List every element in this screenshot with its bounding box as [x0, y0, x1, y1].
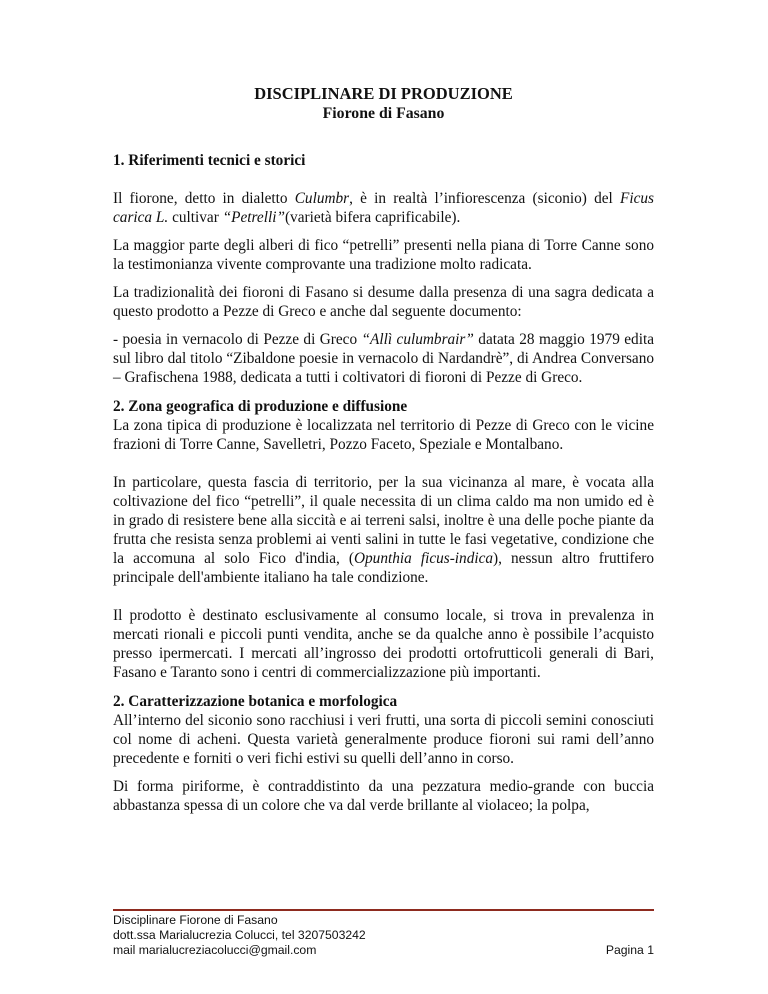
document-title: DISCIPLINARE DI PRODUZIONE	[254, 84, 513, 103]
paragraph: Il prodotto è destinato esclusivamente al consumo locale, si trova in prevalenza in mercati rionali e piccoli punti vendita, anche se da qualche anno è possibile l’acquisto presso ipermercati. I mercati all’ingrosso dei prodotti ortofrutticoli generali di Bari, Fasano e Taranto sono i centri di commercializzazione più importanti.	[113, 607, 654, 681]
paragraph: Il fiorone, detto in dialetto Culumbr, è in realtà l’infiorescenza (siconio) del Ficus carica L. cultivar “Petrelli”(varietà bifera caprificabile).	[113, 190, 654, 226]
paragraph: La tradizionalità dei fioroni di Fasano si desume dalla presenza di una sagra dedicata a questo prodotto a Pezze di Greco e anche dal seguente documento:	[113, 284, 654, 320]
paragraph: - poesia in vernacolo di Pezze di Greco “Allì culumbrair” datata 28 maggio 1979 edita sul libro dal titolo “Zibaldone poesie in vernacolo di Nardandrè”, di Andrea Conversano – Grafischena 1988, dedicata a tutti i coltivatori di fioroni di Pezze di Greco.	[113, 331, 654, 386]
footer-divider	[113, 909, 654, 911]
footer-line: mail marialucreziacolucci@gmail.com	[113, 943, 317, 957]
footer-line: Disciplinare Fiorone di Fasano	[113, 913, 278, 927]
paragraph: La maggior parte degli alberi di fico “petrelli” presenti nella piana di Torre Canne sono la testimonianza vivente comprovante una tradizione molto radicata.	[113, 237, 654, 273]
section-heading-3: 2. Caratterizzazione botanica e morfologica	[113, 693, 398, 710]
paragraph: All’interno del siconio sono racchiusi i veri frutti, una sorta di piccoli semini conosciuti col nome di acheni. Questa varietà generalmente produce fioroni sui rami dell’anno precedente e forniti o veri fichi estivi su quelli dell’anno in corso.	[113, 712, 654, 767]
page-number: Pagina 1	[605, 943, 654, 957]
document-body	[113, 84, 654, 815]
paragraph: Di forma piriforme, è contraddistinto da una pezzatura medio-grande con buccia abbastanza spessa di un colore che va dal verde brillante al violaceo; la polpa,	[113, 778, 654, 814]
paragraph: La zona tipica di produzione è localizzata nel territorio di Pezze di Greco con le vicine frazioni di Torre Canne, Savelletri, Pozzo Faceto, Speziale e Montalbano.	[113, 417, 654, 453]
section-heading-2: 2. Zona geografica di produzione e diffusione	[113, 398, 408, 415]
document-subtitle: Fiorone di Fasano	[322, 105, 445, 122]
footer-line: dott.ssa Marialucrezia Colucci, tel 3207503242	[113, 928, 366, 942]
paragraph: In particolare, questa fascia di territorio, per la sua vicinanza al mare, è vocata alla coltivazione del fico “petrelli”, il quale necessita di un clima caldo ma non umido ed è in grado di resistere bene alla siccità e ai terreni salsi, inoltre è una delle poche piante da frutta che resista senza problemi ai venti salini in tutte le fasi vegetative, condizione che la accomuna al solo Fico d'india, (Opunthia ficus-indica), nessun altro fruttifero principale dell'ambiente italiano ha tale condizione.	[113, 474, 654, 586]
section-heading-1: 1. Riferimenti tecnici e storici	[113, 152, 306, 169]
page-footer	[113, 913, 654, 958]
title-block	[113, 84, 654, 124]
